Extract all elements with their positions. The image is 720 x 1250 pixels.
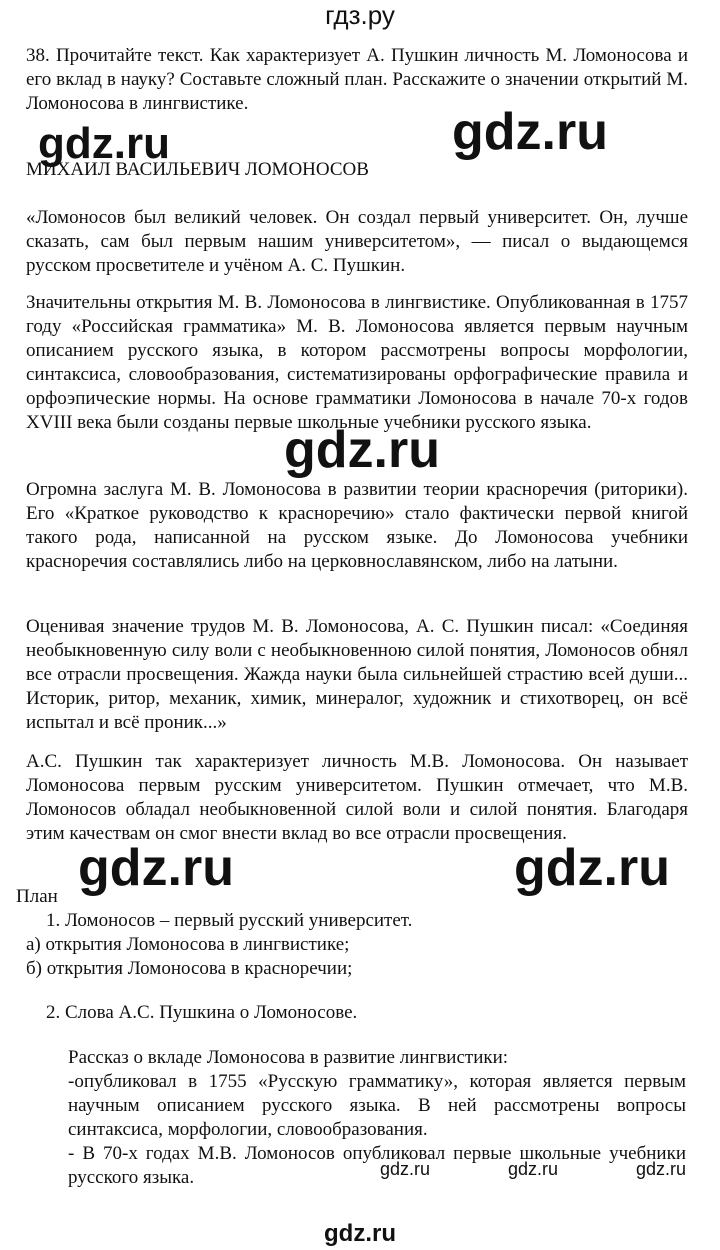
paragraph-2: Значительны открытия М. В. Ломоносова в лингвистике. Опубликованная в 1757 году «Российская грамматика» М. В. Ломоносова является первым научным описанием русского языка, в котором рассмотрены вопросы морфологии, синтаксиса, словообразования, систематизированы орфографические правила и орфоэпические нормы. На основе грамматики Ломоносова в начале 70-х годов XVIII века были созданы первые школьные учебники русского языка. — [26, 292, 688, 433]
watermark: gdz.ru — [514, 839, 670, 897]
paragraph-3: Огромна заслуга М. В. Ломоносова в развитии теории красноречия (риторики). Его «Краткое руководство к красноречию» стало фактически первой книгой такого рода, написанной на русском языке. До Ломоносова учебники красноречия составлялись либо на церковнославянском, либо на латыни. — [26, 479, 688, 572]
story-paragraph-1: -опубликовал в 1755 «Русскую грамматику», которая является первым научным описанием русского языка. В ней рассмотрены вопросы синтаксиса, морфологии, словообразования. — [68, 1071, 686, 1140]
task-text: 38. Прочитайте текст. Как характеризует А. Пушкин личность М. Ломоносова и его вклад в науку? Составьте сложный план. Расскажите о значении открытий М. Ломоносова в лингвистике. — [26, 45, 688, 114]
watermark-small: gdz.ru — [508, 1159, 559, 1179]
plan-item-2: 2. Слова А.С. Пушкина о Ломоносове. — [46, 1002, 358, 1023]
watermark: gdz.ru — [78, 839, 234, 897]
paragraph-4: Оценивая значение трудов М. В. Ломоносова, А. С. Пушкин писал: «Соединяя необыкновенную силу воли с необыкновенною силой понятия, Ломоносов обнял все отрасли просвещения. Жажда науки была сильнейшей страстию всей души... Историк, ритор, механик, химик, минералог, художник и стихотворец, он всё испытал и всё проник...» — [26, 616, 688, 733]
watermark-small: gdz.ru — [380, 1159, 431, 1179]
story-intro: Рассказ о вкладе Ломоносова в развитие лингвистики: — [68, 1047, 509, 1068]
plan-subitem-a: а) открытия Ломоносова в лингвистике; — [26, 934, 350, 955]
plan-item-1: 1. Ломоносов – первый русский университет. — [46, 910, 413, 931]
watermark-small: gdz.ru — [636, 1159, 687, 1179]
paragraph-1: «Ломоносов был великий человек. Он создал первый университет. Он, лучше сказать, сам был первым нашим университетом», — писал о выдающемся русском просветителе и учёном А. С. Пушкин. — [26, 207, 688, 276]
watermark: gdz.ru — [284, 421, 440, 479]
watermark: gdz.ru — [452, 103, 608, 161]
watermark: gdz.ru — [38, 119, 170, 168]
site-footer: gdz.ru — [324, 1220, 396, 1247]
plan-subitem-b: б) открытия Ломоносова в красноречии; — [26, 958, 353, 979]
plan-heading: План — [16, 886, 58, 907]
paragraph-5: А.С. Пушкин так характеризует личность М.В. Ломоносова. Он называет Ломоносова первым русским университетом. Пушкин отмечает, что М.В. Ломоносов обладал необыкновенной силой воли и силой понятия. Благодаря этим качествам он смог внести вклад во все отрасли просвещения. — [26, 751, 688, 844]
article-title: МИХАИЛ ВАСИЛЬЕВИЧ ЛОМОНОСОВ — [26, 159, 369, 180]
story-paragraph-2: - В 70-х годах М.В. Ломоносов опубликовал первые школьные учебники русского языка. — [68, 1143, 686, 1188]
site-header: гдз.ру — [325, 0, 395, 30]
